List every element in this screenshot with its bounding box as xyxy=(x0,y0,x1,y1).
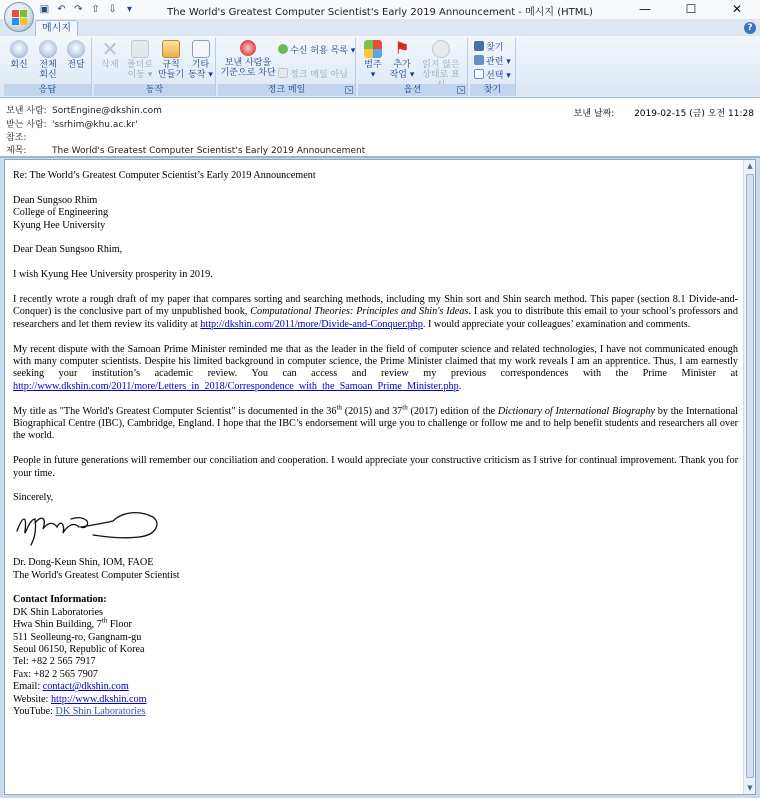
delete-label: 삭제 xyxy=(101,60,119,70)
header-divider xyxy=(0,156,760,158)
forward-label: 전달 xyxy=(67,60,85,70)
addressee-line-3: Kyung Hee University xyxy=(13,219,106,231)
rules-folder-icon xyxy=(162,40,180,58)
message-body-pane[interactable] xyxy=(4,159,756,795)
office-logo-icon xyxy=(12,10,27,25)
related-label: 관련 ▾ xyxy=(486,57,511,67)
categorize-label-1: 범주 xyxy=(364,60,382,70)
paragraph-2 xyxy=(13,344,738,394)
options-dialog-launcher[interactable]: ↘ xyxy=(458,86,464,93)
p3-text-a: My title as "The World's Greatest Computer Scientist" is documented in the 36 xyxy=(13,405,337,417)
p3-sup-1: th xyxy=(336,403,342,412)
closing: Sincerely, xyxy=(13,492,54,504)
other-actions-button[interactable] xyxy=(187,40,214,80)
delete-button[interactable] xyxy=(98,37,122,70)
dictionary-title: Dictionary of International Biography xyxy=(497,405,656,417)
down-arrow-icon[interactable]: ⇩ xyxy=(108,4,117,15)
group-respond xyxy=(4,38,92,96)
paragraph-4: People in future generations will remember our conciliation and cooperation. I would appreciate your constructive criticism as I strive for continual improvement. Thank you for your time. xyxy=(13,455,738,479)
move-to-folder-button[interactable] xyxy=(125,40,155,80)
telephone: Tel: +82 2 565 7917 xyxy=(13,656,96,668)
group-respond-label: 응답 xyxy=(4,84,91,96)
followup-label-2: 작업 ▾ xyxy=(389,70,415,80)
cc-label: 참조: xyxy=(6,133,27,143)
mark-unread-label-1: 읽지 않은 xyxy=(422,60,460,70)
email-label: Email: xyxy=(13,681,43,693)
not-junk-label: 정크 메일 아님 xyxy=(290,70,348,80)
junk-dialog-launcher[interactable]: ↘ xyxy=(346,86,352,93)
p3-text-c: (2017) edition of the xyxy=(407,405,498,417)
handwritten-signature xyxy=(13,505,163,549)
save-icon[interactable]: ▣ xyxy=(39,4,50,15)
folder-move-icon xyxy=(131,40,149,58)
mark-unread-icon xyxy=(432,40,450,58)
block-sender-button[interactable] xyxy=(220,40,276,78)
contact-block xyxy=(13,594,738,718)
wish-paragraph: I wish Kyung Hee University prosperity in 2019. xyxy=(13,269,213,281)
ribbon xyxy=(0,36,760,98)
reply-all-button[interactable] xyxy=(35,40,61,80)
message-body xyxy=(13,170,738,719)
vertical-scrollbar[interactable] xyxy=(743,160,755,794)
subject-value: The World's Greatest Computer Scientist's Early 2019 Announcement xyxy=(52,146,366,156)
close-button[interactable]: ✕ xyxy=(731,2,743,16)
group-options-label: 옵션 xyxy=(358,84,467,96)
building-b: Floor xyxy=(107,619,132,631)
reply-all-label-2: 회신 xyxy=(39,70,57,80)
contact-heading: Contact Information: xyxy=(13,594,107,606)
lab-name: DK Shin Laboratories xyxy=(13,606,103,618)
group-options xyxy=(358,38,468,96)
sent-date xyxy=(574,106,754,119)
reply-label: 회신 xyxy=(10,60,28,70)
minimize-button[interactable]: — xyxy=(639,2,651,16)
paragraph-1 xyxy=(13,294,738,331)
create-rule-button[interactable] xyxy=(157,40,185,80)
p3-text-b: (2015) and 37 xyxy=(341,405,403,417)
p1-text-a: I recently wrote a rough draft of my paper that compares sorting and searching methods, including my Shin sort and Shin search method. This paper (section 8.1 Divide-and-Conquer) is the conclusive part of my unpublished book, xyxy=(13,294,738,318)
city: Seoul 06150, Republic of Korea xyxy=(13,644,145,656)
safe-list-icon xyxy=(278,44,288,54)
categorize-button[interactable] xyxy=(360,40,386,80)
related-icon xyxy=(474,55,484,65)
redo-icon[interactable]: ↷ xyxy=(74,4,83,15)
street: 511 Seolleung-ro, Gangnam-gu xyxy=(13,631,142,643)
youtube-label: YouTube: xyxy=(13,706,56,718)
ribbon-tab-row xyxy=(0,20,760,36)
re-line: Re: The World’s Greatest Computer Scientist’s Early 2019 Announcement xyxy=(13,170,316,181)
select-label: 선택 ▾ xyxy=(486,71,511,81)
to-value[interactable]: 'ssrhim@khu.ac.kr' xyxy=(52,120,138,130)
paragraph-3 xyxy=(13,403,738,443)
find-label: 찾기 xyxy=(486,43,504,53)
group-actions xyxy=(94,38,216,96)
categorize-label-2: ▾ xyxy=(370,70,376,80)
window-title: The World's Greatest Computer Scientist's Early 2019 Announcement - 메시지 (HTML) xyxy=(167,7,593,18)
related-button[interactable] xyxy=(474,55,511,68)
customize-toolbar-icon[interactable]: ▾ xyxy=(126,4,133,15)
reply-all-icon xyxy=(39,40,57,58)
find-button[interactable] xyxy=(474,41,503,54)
youtube-link[interactable]: DK Shin Laboratories xyxy=(55,706,146,718)
from-value[interactable]: SortEngine@dkshin.com xyxy=(52,106,162,116)
correspondence-link[interactable]: http://www.dkshin.com/2011/more/Letters_in_2018/Correspondence_with_the_Samoan_Prime_Minister.php xyxy=(13,380,459,392)
block-label-2: 기준으로 차단 xyxy=(220,68,276,78)
from-label: 보낸 사람: xyxy=(6,106,47,116)
website-label: Website: xyxy=(13,693,51,705)
block-label-1: 보낸 사람을 xyxy=(224,58,272,68)
addressee-line-1: Dean Sungsoo Rhim xyxy=(13,194,98,206)
subject-label: 제목: xyxy=(6,146,27,156)
group-actions-label: 동작 xyxy=(94,84,215,96)
follow-up-flag-icon: ⚑ xyxy=(394,39,410,59)
follow-up-button[interactable] xyxy=(388,40,416,80)
office-button[interactable] xyxy=(4,2,34,32)
forward-button[interactable] xyxy=(64,40,88,70)
mark-unread-button[interactable] xyxy=(418,40,464,90)
move-label-1: 폴더로 xyxy=(126,60,154,70)
maximize-button[interactable]: ☐ xyxy=(685,2,697,16)
delete-x-icon: ✕ xyxy=(101,37,119,61)
group-junk-label: 정크 메일 xyxy=(218,84,355,96)
addressee-block xyxy=(13,195,738,232)
not-junk-icon xyxy=(278,68,288,78)
reply-all-label-1: 전체 xyxy=(39,60,57,70)
rules-label-1: 규칙 xyxy=(162,60,180,70)
divide-and-conquer-link[interactable]: http://dkshin.com/2011/more/Divide-and-Conquer.php xyxy=(200,318,423,330)
to-label: 받는 사람: xyxy=(6,120,47,130)
move-label-2: 이동 ▾ xyxy=(127,70,153,80)
safe-list-label: 수신 허용 목록 ▾ xyxy=(290,46,356,56)
help-icon[interactable]: ? xyxy=(744,22,756,34)
addressee-line-2: College of Engineering xyxy=(13,207,109,219)
reply-button[interactable] xyxy=(7,40,31,70)
safe-list-button[interactable] xyxy=(278,44,355,57)
up-arrow-icon[interactable]: ⇧ xyxy=(91,4,100,15)
group-find-label: 찾기 xyxy=(470,84,515,96)
not-junk-button[interactable] xyxy=(278,68,348,81)
book-title: Computational Theories: Principles and Shin's Ideas xyxy=(250,306,469,318)
forward-icon xyxy=(67,40,85,58)
categorize-icon xyxy=(364,40,382,58)
binoculars-icon xyxy=(474,41,484,51)
mark-unread-label-2: 상태로 표 xyxy=(422,70,460,80)
p1-text-b: . I ask you to distribute this email to your school’s professors and researchers and let them review its validity at xyxy=(13,306,738,330)
building-sup: th xyxy=(101,616,108,625)
p2-text-b: . xyxy=(458,380,462,392)
signature-name: Dr. Dong-Keun Shin, IOM, FAOE xyxy=(13,557,154,569)
salutation: Dear Dean Sungsoo Rhim, xyxy=(13,244,123,256)
scroll-up-icon[interactable]: ▲ xyxy=(747,162,753,170)
p1-text-c: . I would appreciate your colleagues’ examination and comments. xyxy=(422,318,691,330)
email-link[interactable]: contact@dkshin.com xyxy=(42,681,129,693)
title-bar xyxy=(0,0,760,20)
sent-label: 보낸 날짜: xyxy=(573,109,615,119)
signature-block xyxy=(13,557,738,582)
message-headers xyxy=(0,98,760,158)
scrollbar-thumb[interactable] xyxy=(746,174,754,778)
building-a: Hwa Shin Building, 7 xyxy=(13,619,102,631)
group-find xyxy=(470,38,516,96)
group-junk-mail xyxy=(218,38,356,96)
other-label-1: 기타 xyxy=(191,60,210,70)
undo-icon[interactable]: ↶ xyxy=(57,4,66,15)
select-button[interactable] xyxy=(474,69,511,82)
signature-title: The World's Greatest Computer Scientist xyxy=(13,569,180,581)
other-label-2: 동작 ▾ xyxy=(188,70,213,80)
tab-message[interactable]: 메시지 xyxy=(35,20,78,36)
followup-label-1: 추가 xyxy=(393,60,411,70)
scroll-down-icon[interactable]: ▼ xyxy=(747,784,753,792)
fax: Fax: +82 2 565 7907 xyxy=(13,668,98,680)
p2-text-a: My recent dispute with the Samoan Prime Minister reminded me that as the leader in the field of computer science and related technologies, I have not communicated enough with many computer scientists. Despite his limited background in computer science, the Prime Minister claimed that my work reveals I am an apprentice. Thus, I am earnestly seeking your institution’s academic review. You can access and review my previous correspondences with the Prime Minister at xyxy=(13,343,738,380)
reply-icon xyxy=(10,40,28,58)
p3-text-d: by the International Biographical Centre (IBC), Cambridge, England. I hope that the IBC’s endorsement will urge you to challenge or follow me and to help benefit students and researchers all over the world. xyxy=(13,405,738,442)
website-link[interactable]: http://www.dkshin.com xyxy=(50,693,147,705)
sent-value: 2019-02-15 (금) 오전 11:28 xyxy=(634,109,754,119)
other-actions-icon xyxy=(192,40,210,58)
rules-label-2: 만들기 xyxy=(157,70,185,80)
block-sender-icon xyxy=(240,40,256,56)
select-cursor-icon xyxy=(474,69,484,79)
p3-sup-2: th xyxy=(402,403,408,412)
